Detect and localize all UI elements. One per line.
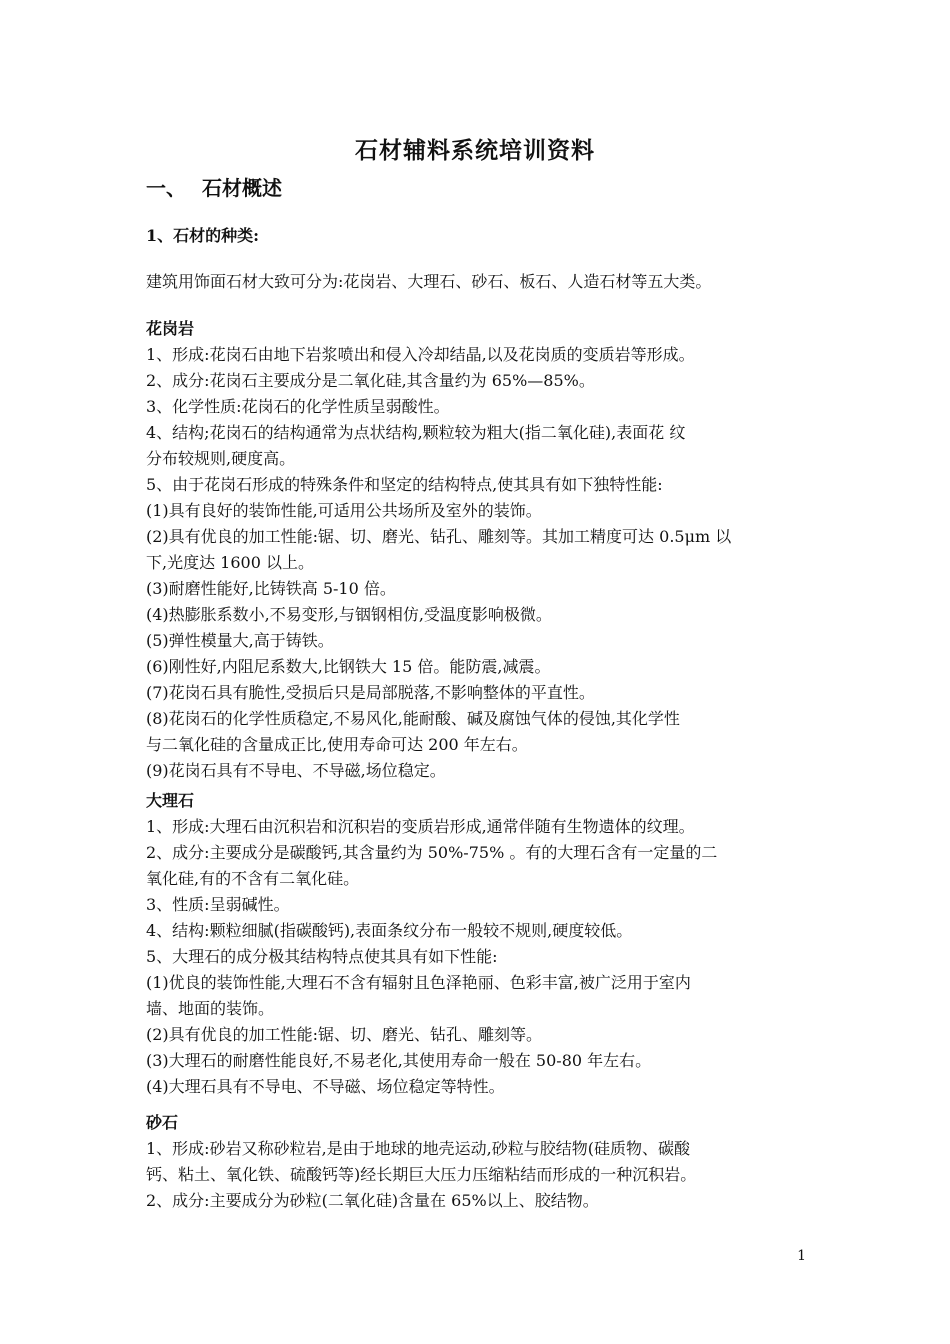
granite-title: 花岗岩 <box>146 319 195 338</box>
marble-line: 氧化硅,有的不含有二氧化硅。 <box>146 869 360 888</box>
granite-line: 2、成分:花岗石主要成分是二氧化硅,其含量约为 65%—85%。 <box>146 371 595 390</box>
granite-line: (1)具有良好的装饰性能,可适用公共场所及室外的装饰。 <box>146 501 542 520</box>
granite-line: (4)热膨胀系数小,不易变形,与铟钢相仿,受温度影响极微。 <box>146 605 552 624</box>
marble-line: 4、结构:颗粒细腻(指碳酸钙),表面条纹分布一般较不规则,硬度较低。 <box>146 921 633 940</box>
granite-line: (5)弹性模量大,高于铸铁。 <box>146 631 334 650</box>
granite-line: 分布较规则,硬度高。 <box>146 449 296 468</box>
sandstone-line: 钙、粘土、氧化铁、硫酸钙等)经长期巨大压力压缩粘结而形成的一种沉积岩。 <box>146 1165 697 1184</box>
granite-line: (7)花岗石具有脆性,受损后只是局部脱落,不影响整体的平直性。 <box>146 683 595 702</box>
marble-section <box>146 788 814 1100</box>
sandstone-line: 1、形成:砂岩又称砂粒岩,是由于地球的地壳运动,砂粒与胶结物(硅质物、碳酸 <box>146 1139 690 1158</box>
marble-line: 3、性质:呈弱碱性。 <box>146 895 290 914</box>
granite-line: (8)花岗石的化学性质稳定,不易风化,能耐酸、碱及腐蚀气体的侵蚀,其化学性 <box>146 709 680 728</box>
section-heading <box>146 172 282 204</box>
marble-line: (2)具有优良的加工性能:锯、切、磨光、钻孔、雕刻等。 <box>146 1025 543 1044</box>
granite-line: 4、结构;花岗石的结构通常为点状结构,颗粒较为粗大(指二氧化硅),表面花 纹 <box>146 423 686 442</box>
granite-line: (2)具有优良的加工性能:锯、切、磨光、钻孔、雕刻等。其加工精度可达 0.5μm 以 <box>146 527 732 546</box>
marble-line: 5、大理石的成分极其结构特点使其具有如下性能: <box>146 947 498 966</box>
marble-line: (3)大理石的耐磨性能良好,不易老化,其使用寿命一般在 50-80 年左右。 <box>146 1051 652 1070</box>
subsection-heading: 1、石材的种类: <box>146 226 260 245</box>
marble-line: 墙、地面的装饰。 <box>146 999 275 1018</box>
section-number: 一、 <box>146 176 186 200</box>
sandstone-title: 砂石 <box>146 1113 179 1132</box>
section-heading-text: 石材概述 <box>202 176 282 200</box>
granite-section <box>146 316 814 784</box>
marble-line: 1、形成:大理石由沉积岩和沉积岩的变质岩形成,通常伴随有生物遗体的纹理。 <box>146 817 695 836</box>
document-title: 石材辅料系统培训资料 <box>355 137 595 164</box>
sandstone-section <box>146 1110 814 1214</box>
sandstone-line: 2、成分:主要成分为砂粒(二氧化硅)含量在 65%以上、胶结物。 <box>146 1191 599 1210</box>
granite-line: 3、化学性质:花岗石的化学性质呈弱酸性。 <box>146 397 450 416</box>
granite-line: 5、由于花岗石形成的特殊条件和坚定的结构特点,使其具有如下独特性能: <box>146 475 663 494</box>
page-number: 1 <box>797 1248 806 1264</box>
granite-line: (3)耐磨性能好,比铸铁高 5-10 倍。 <box>146 579 396 598</box>
marble-line: (1)优良的装饰性能,大理石不含有辐射且色泽艳丽、色彩丰富,被广泛用于室内 <box>146 973 691 992</box>
granite-line: (6)刚性好,内阻尼系数大,比钢铁大 15 倍。能防震,减震。 <box>146 657 551 676</box>
marble-line: 2、成分:主要成分是碳酸钙,其含量约为 50%-75% 。有的大理石含有一定量的二 <box>146 843 718 862</box>
intro-paragraph: 建筑用饰面石材大致可分为:花岗岩、大理石、砂石、板石、人造石材等五大类。 <box>146 272 712 291</box>
granite-line: (9)花岗石具有不导电、不导磁,场位稳定。 <box>146 761 446 780</box>
granite-line: 与二氧化硅的含量成正比,使用寿命可达 200 年左右。 <box>146 735 528 754</box>
marble-line: (4)大理石具有不导电、不导磁、场位稳定等特性。 <box>146 1077 505 1096</box>
granite-line: 1、形成:花岗石由地下岩浆喷出和侵入冷却结晶,以及花岗质的变质岩等形成。 <box>146 345 695 364</box>
granite-line: 下,光度达 1600 以上。 <box>146 553 314 572</box>
marble-title: 大理石 <box>146 791 195 810</box>
